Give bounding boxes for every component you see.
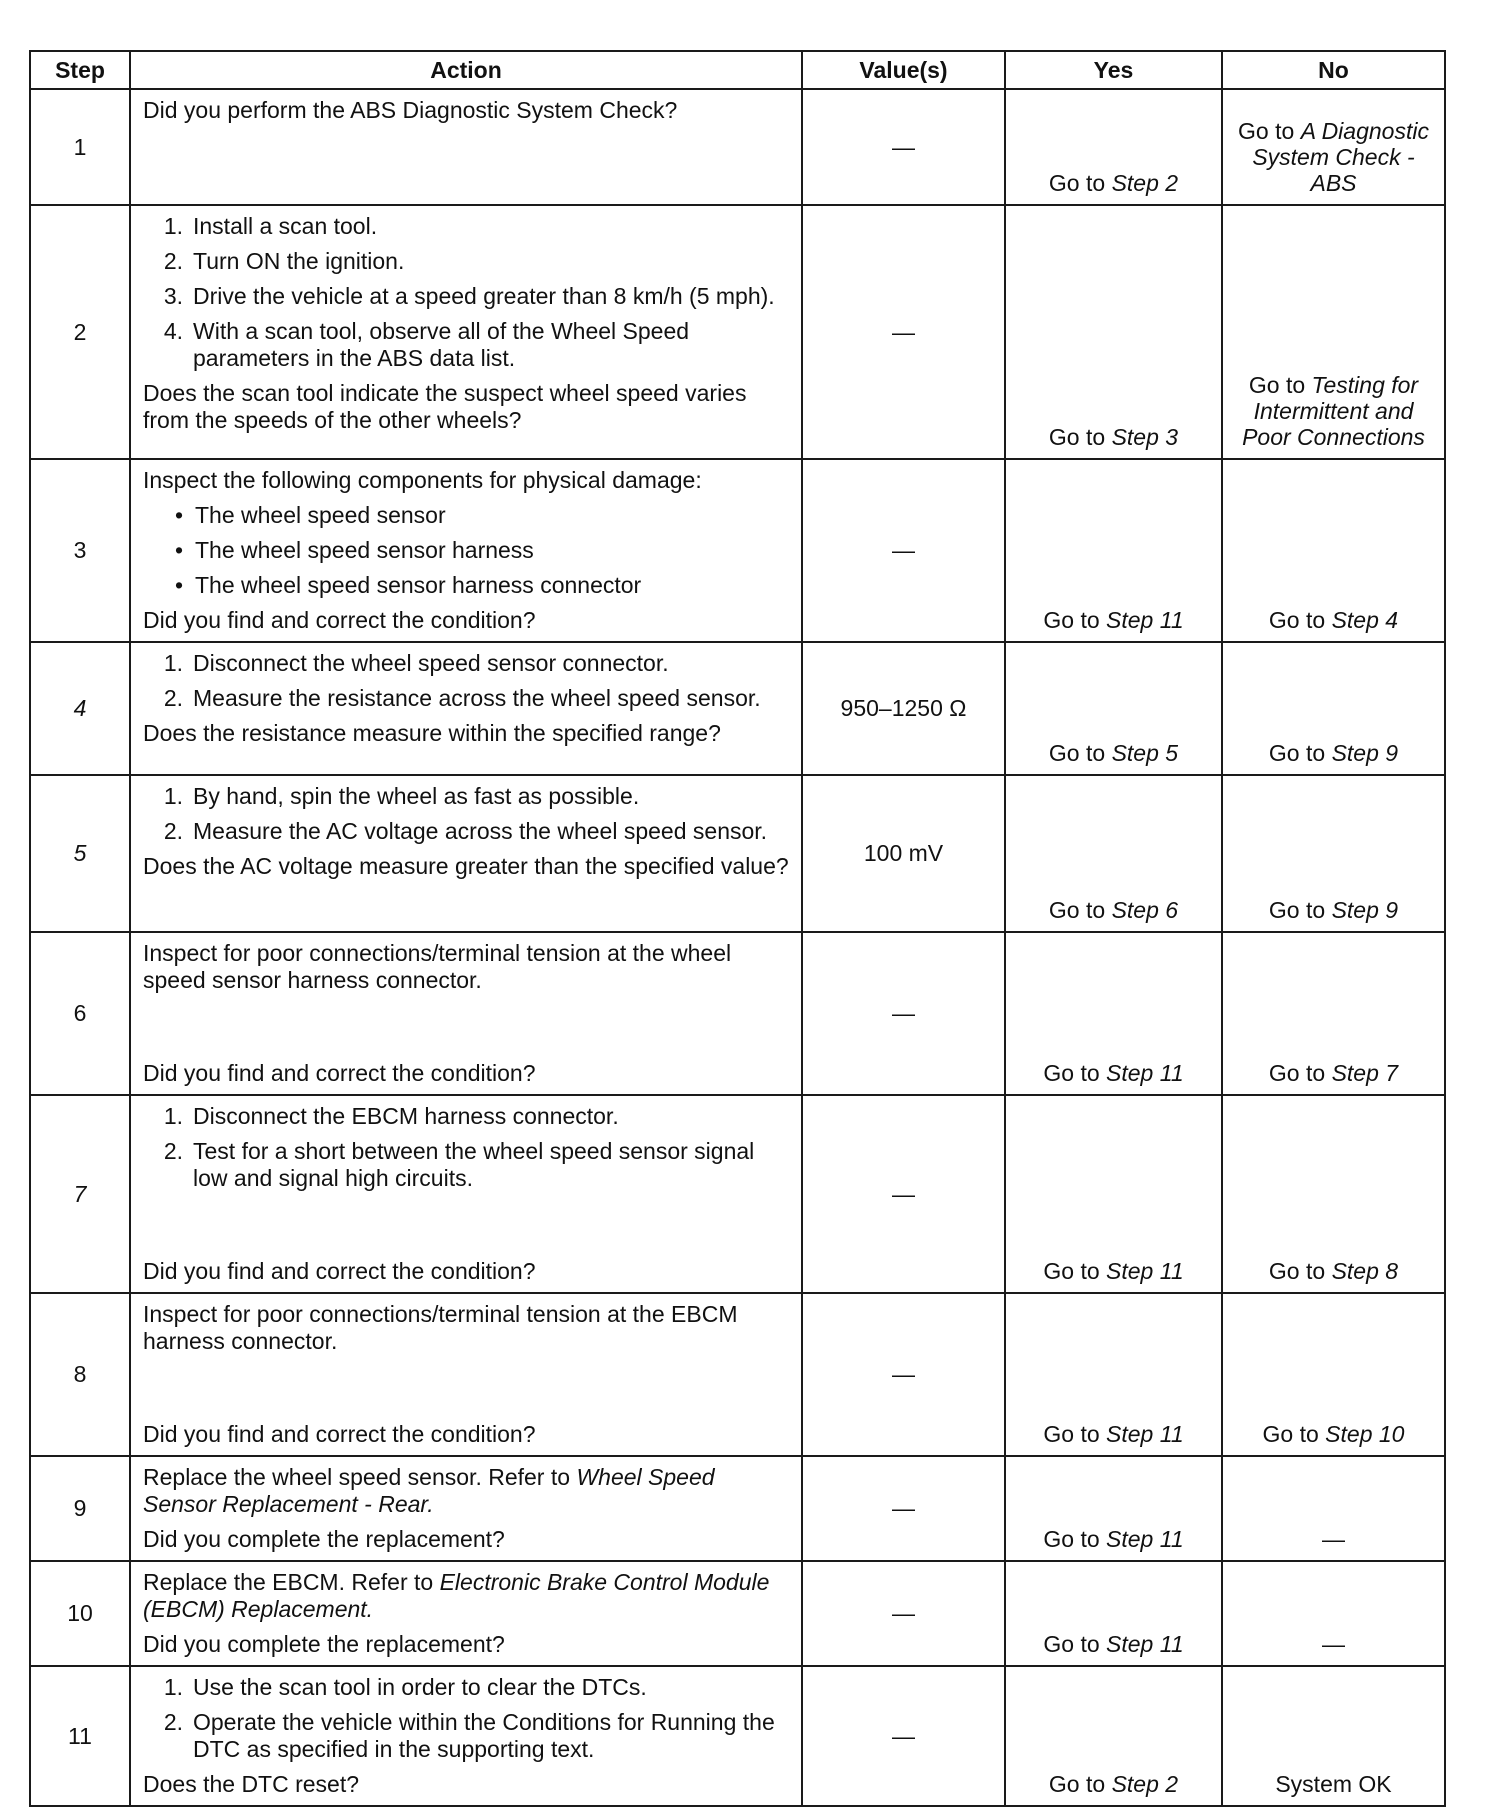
no-cell: Go to Step 7 — [1222, 932, 1445, 1095]
no-cell: System OK — [1222, 1666, 1445, 1806]
yes-cell: Go to Step 11 — [1005, 1456, 1222, 1561]
step-number: 4 — [30, 642, 130, 775]
table-row — [30, 1561, 1445, 1666]
action-cell — [130, 205, 802, 459]
yes-step-reference: Step 11 — [1106, 1526, 1184, 1552]
header-no: No — [1222, 51, 1445, 89]
action-cell — [130, 642, 802, 775]
action-question: Did you complete the replacement? — [143, 1631, 505, 1657]
item-number: 1. — [163, 1674, 183, 1700]
bullet-item — [143, 572, 791, 599]
table-row — [30, 1456, 1445, 1561]
spacer — [143, 1363, 791, 1421]
item-number: 4. — [163, 318, 183, 344]
item-number: 1. — [163, 783, 183, 809]
no-step-reference: Step 8 — [1331, 1258, 1399, 1284]
bullet-text: The wheel speed sensor — [195, 502, 446, 528]
action-step-item — [143, 650, 791, 677]
item-text: Use the scan tool in order to clear the DTCs. — [193, 1674, 647, 1700]
table-row — [30, 459, 1445, 642]
action-reference: Electronic Brake Control Module (EBCM) Replacement. — [143, 1569, 770, 1622]
action-cell — [130, 775, 802, 932]
table-row — [30, 1666, 1445, 1806]
bullet-icon: • — [174, 572, 183, 598]
action-question: Does the scan tool indicate the suspect wheel speed varies from the speeds of the other wheels? — [143, 380, 747, 433]
header-row — [30, 51, 1445, 89]
action-intro: Inspect for poor connections/terminal tension at the wheel speed sensor harness connector. — [143, 940, 732, 993]
table-row — [30, 642, 1445, 775]
item-number: 2. — [163, 685, 183, 711]
header-yes: Yes — [1005, 51, 1222, 89]
step-number: 5 — [30, 775, 130, 932]
yes-cell: Go to Step 6 — [1005, 775, 1222, 932]
yes-step-reference: Step 11 — [1106, 607, 1184, 633]
action-step-item — [143, 283, 791, 310]
yes-step-reference: Step 2 — [1111, 1771, 1179, 1797]
no-step-reference: Step 4 — [1331, 607, 1399, 633]
item-number: 2. — [163, 818, 183, 844]
step-number: 2 — [30, 205, 130, 459]
no-step-reference: A Diagnostic System Check - ABS — [1252, 118, 1429, 196]
action-cell — [130, 932, 802, 1095]
table-row — [30, 932, 1445, 1095]
yes-step-reference: Step 3 — [1111, 424, 1179, 450]
action-question: Did you find and correct the condition? — [143, 1258, 536, 1284]
bullet-text: The wheel speed sensor harness connector — [195, 572, 642, 598]
no-cell: Go to Step 9 — [1222, 775, 1445, 932]
step-number: 9 — [30, 1456, 130, 1561]
no-step-reference: Step 10 — [1325, 1421, 1405, 1447]
table-row — [30, 205, 1445, 459]
action-cell — [130, 1456, 802, 1561]
action-question: Did you find and correct the condition? — [143, 607, 536, 633]
step-number: 7 — [30, 1095, 130, 1293]
item-number: 2. — [163, 1709, 183, 1735]
action-intro: Inspect the following components for physical damage: — [143, 467, 702, 493]
action-question: Did you find and correct the condition? — [143, 1060, 536, 1086]
action-cell — [130, 1666, 802, 1806]
yes-step-reference: Step 6 — [1111, 897, 1179, 923]
action-step-item — [143, 1674, 791, 1701]
action-step-item — [143, 818, 791, 845]
table-row — [30, 1095, 1445, 1293]
step-number: 3 — [30, 459, 130, 642]
action-cell — [130, 1095, 802, 1293]
bullet-text: The wheel speed sensor harness — [195, 537, 534, 563]
item-text: Turn ON the ignition. — [193, 248, 405, 274]
item-number: 1. — [163, 1103, 183, 1129]
yes-cell: Go to Step 2 — [1005, 1666, 1222, 1806]
item-number: 1. — [163, 213, 183, 239]
action-reference: Wheel Speed Sensor Replacement - Rear. — [143, 1464, 715, 1517]
item-number: 1. — [163, 650, 183, 676]
action-step-item — [143, 1103, 791, 1130]
yes-step-reference: Step 11 — [1106, 1060, 1184, 1086]
item-text: With a scan tool, observe all of the Wheel Speed parameters in the ABS data list. — [193, 318, 690, 371]
step-number: 1 — [30, 89, 130, 205]
value-cell: — — [802, 205, 1005, 459]
item-number: 2. — [163, 1138, 183, 1164]
bullet-icon: • — [174, 502, 183, 528]
action-cell — [130, 1561, 802, 1666]
no-cell: Go to A Diagnostic System Check - ABS — [1222, 89, 1445, 205]
action-question: Does the DTC reset? — [143, 1771, 360, 1797]
action-intro: Inspect for poor connections/terminal tension at the EBCM harness connector. — [143, 1301, 738, 1354]
table-row — [30, 775, 1445, 932]
action-cell — [130, 459, 802, 642]
item-number: 3. — [163, 283, 183, 309]
yes-cell: Go to Step 11 — [1005, 1561, 1222, 1666]
action-cell — [130, 1293, 802, 1456]
bullet-item — [143, 502, 791, 529]
value-cell: — — [802, 1095, 1005, 1293]
item-text: By hand, spin the wheel as fast as possible. — [193, 783, 640, 809]
item-text: Measure the resistance across the wheel speed sensor. — [193, 685, 761, 711]
action-step-item — [143, 783, 791, 810]
yes-step-reference: Step 11 — [1106, 1258, 1184, 1284]
item-text: Disconnect the wheel speed sensor connector. — [193, 650, 669, 676]
no-cell: Go to Step 10 — [1222, 1293, 1445, 1456]
spacer — [143, 1200, 791, 1258]
yes-step-reference: Step 11 — [1106, 1421, 1184, 1447]
value-cell: — — [802, 459, 1005, 642]
table-row — [30, 1293, 1445, 1456]
bullet-icon: • — [174, 537, 183, 563]
diagnostic-table — [29, 50, 1446, 1807]
item-text: Measure the AC voltage across the wheel speed sensor. — [193, 818, 768, 844]
action-step-item — [143, 685, 791, 712]
action-step-item — [143, 248, 791, 275]
no-cell: Go to Step 9 — [1222, 642, 1445, 775]
step-number: 10 — [30, 1561, 130, 1666]
header-step: Step — [30, 51, 130, 89]
no-step-reference: Testing for Intermittent and Poor Connections — [1242, 372, 1425, 450]
no-cell: Go to Step 4 — [1222, 459, 1445, 642]
yes-step-reference: Step 11 — [1106, 1631, 1184, 1657]
yes-cell: Go to Step 5 — [1005, 642, 1222, 775]
value-cell: — — [802, 1666, 1005, 1806]
yes-cell: Go to Step 11 — [1005, 1095, 1222, 1293]
item-number: 2. — [163, 248, 183, 274]
action-question: Did you complete the replacement? — [143, 1526, 505, 1552]
value-cell: — — [802, 1456, 1005, 1561]
item-text: Operate the vehicle within the Conditions for Running the DTC as specified in the supporting text. — [193, 1709, 775, 1762]
action-intro: Replace the wheel speed sensor. Refer to Wheel Speed Sensor Replacement - Rear. — [143, 1464, 715, 1517]
step-number: 11 — [30, 1666, 130, 1806]
yes-cell: Go to Step 11 — [1005, 932, 1222, 1095]
header-action: Action — [130, 51, 802, 89]
spacer — [143, 1002, 791, 1060]
item-text: Disconnect the EBCM harness connector. — [193, 1103, 619, 1129]
action-step-item — [143, 318, 791, 372]
yes-cell: Go to Step 2 — [1005, 89, 1222, 205]
action-question: Does the resistance measure within the specified range? — [143, 720, 721, 746]
no-step-reference: Step 9 — [1331, 740, 1399, 766]
action-step-item — [143, 213, 791, 240]
no-step-reference: Step 7 — [1331, 1060, 1399, 1086]
item-text: Drive the vehicle at a speed greater than 8 km/h (5 mph). — [193, 283, 775, 309]
action-intro: Did you perform the ABS Diagnostic System Check? — [143, 97, 678, 123]
value-cell: — — [802, 1561, 1005, 1666]
yes-step-reference: Step 2 — [1111, 170, 1179, 196]
no-step-reference: Step 9 — [1331, 897, 1399, 923]
yes-step-reference: Step 5 — [1111, 740, 1179, 766]
action-step-item — [143, 1709, 791, 1763]
no-cell: — — [1222, 1561, 1445, 1666]
no-cell: — — [1222, 1456, 1445, 1561]
step-number: 8 — [30, 1293, 130, 1456]
action-question: Did you find and correct the condition? — [143, 1421, 536, 1447]
yes-cell: Go to Step 11 — [1005, 1293, 1222, 1456]
action-question: Does the AC voltage measure greater than the specified value? — [143, 853, 789, 879]
value-cell: 100 mV — [802, 775, 1005, 932]
action-step-item — [143, 1138, 791, 1192]
yes-cell: Go to Step 3 — [1005, 205, 1222, 459]
value-cell: — — [802, 932, 1005, 1095]
item-text: Install a scan tool. — [193, 213, 378, 239]
no-cell: Go to Step 8 — [1222, 1095, 1445, 1293]
value-cell: 950–1250 Ω — [802, 642, 1005, 775]
step-number: 6 — [30, 932, 130, 1095]
action-cell — [130, 89, 802, 205]
no-cell: Go to Testing for Intermittent and Poor Connections — [1222, 205, 1445, 459]
item-text: Test for a short between the wheel speed sensor signal low and signal high circuits. — [193, 1138, 755, 1191]
header-values: Value(s) — [802, 51, 1005, 89]
table-row — [30, 89, 1445, 205]
bullet-item — [143, 537, 791, 564]
action-intro: Replace the EBCM. Refer to Electronic Brake Control Module (EBCM) Replacement. — [143, 1569, 770, 1622]
value-cell: — — [802, 1293, 1005, 1456]
yes-cell: Go to Step 11 — [1005, 459, 1222, 642]
value-cell: — — [802, 89, 1005, 205]
